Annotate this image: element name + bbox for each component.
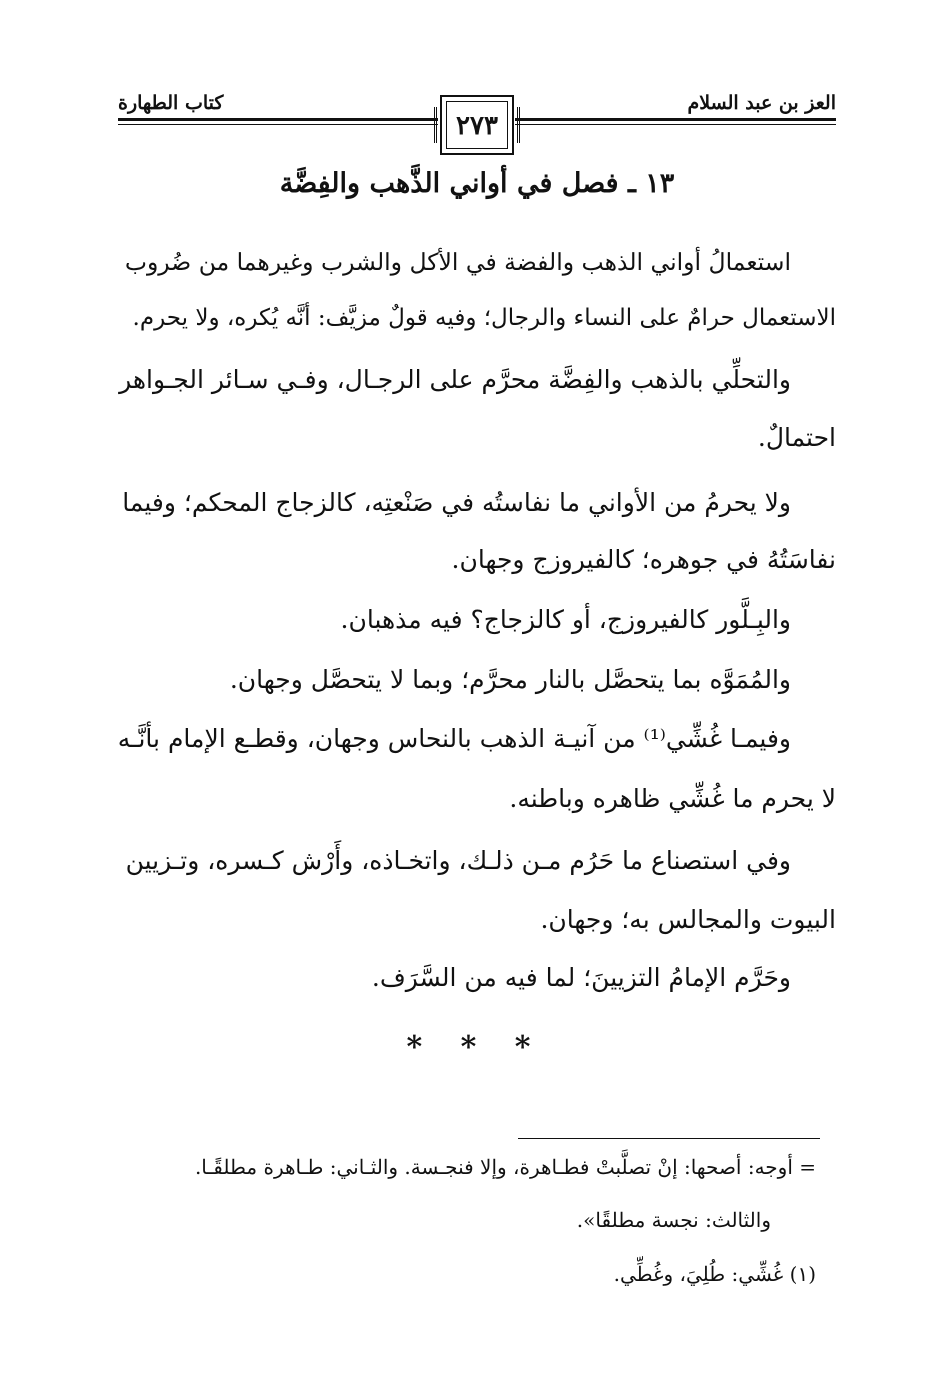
header-rule-right (515, 118, 836, 121)
footnote-line: = أوجه: أصحها: إنْ تصلَّبتْ فطـاهرة، وإلا فنجـسة. والثـاني: طـاهرة مطلقًـا. (194, 1155, 816, 1179)
text-line: احتمالٌ. (757, 423, 836, 452)
text-line: والتحلِّي بالذهب والفِضَّة محرَّم على الرجـال، وفـي سـائر الجـواهر (119, 365, 791, 394)
text-line: لا يحرم ما غُشِّي ظاهره وباطنه. (509, 784, 836, 813)
text-line: والبِـلَّور كالفيروزج، أو كالزجاج؟ فيه مذهبان. (340, 605, 791, 634)
text-line: وحَرَّم الإمامُ التزيينَ؛ لما فيه من السَّرَف. (371, 963, 791, 992)
text-line: الاستعمال حرامٌ على النساء والرجال؛ وفيه قولٌ مزيَّف: أنَّه يُكره، ولا يحرم. (132, 305, 836, 331)
text-line: البيوت والمجالس به؛ وجهان. (540, 905, 836, 934)
section-separator: * * * (406, 1030, 545, 1065)
header-thin-rule-left (118, 124, 438, 125)
footnote-line: (١) غُشِّي: طُلِيَ، وغُطِّي. (613, 1262, 816, 1286)
section-title: ١٣ ـ فصل في أواني الذَّهب والفِضَّة (279, 168, 675, 199)
text-line: وفي استصناع ما حَرُم مـن ذلـك، واتخـاذه، وأَرْش كـسره، وتـزيين (125, 846, 791, 875)
text-line: والمُمَوَّه بما يتحصَّل بالنار محرَّم؛ وبما لا يتحصَّل وجهان. (229, 665, 791, 694)
text-line: ولا يحرمُ من الأواني ما نفاستُه في صَنْعتِه، كالزجاج المحكم؛ وفيما (122, 488, 791, 517)
page-number: ٢٧٣ (456, 111, 498, 141)
page-number-frame (440, 95, 514, 155)
header-book-section: كتاب الطهارة (118, 92, 224, 114)
text-line: وفيمـا غُشِّي⁽¹⁾ من آنيـة الذهب بالنحاس وجهان، وقطـع الإمام بأنَّـه (117, 724, 791, 753)
header-rule-left (118, 118, 438, 121)
footnote-rule (518, 1138, 820, 1139)
header-author: العز بن عبد السلام (687, 92, 836, 114)
text-line: استعمالُ أواني الذهب والفضة في الأكل والشرب وغيرهما من ضُروب (124, 248, 791, 276)
header-thin-rule-right (515, 124, 836, 125)
footnote-line: والثالث: نجسة مطلقًا». (576, 1208, 771, 1232)
text-line: نفاسَتُهُ في جوهره؛ كالفيروزج وجهان. (451, 545, 836, 574)
